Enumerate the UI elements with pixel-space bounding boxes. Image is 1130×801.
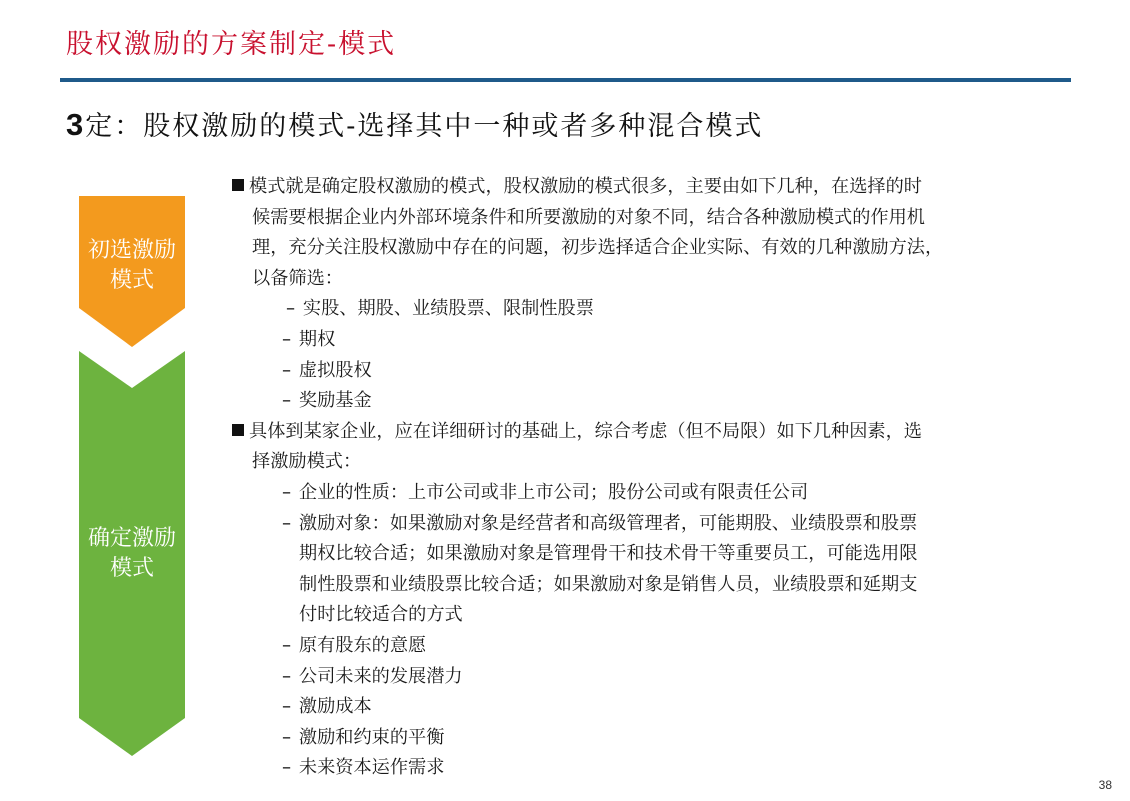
dash-bullet-icon: – (282, 634, 292, 656)
slide-title: 股权激励的方案制定-模式 (66, 29, 397, 60)
dash-bullet-icon: – (282, 481, 292, 503)
list-item-text: 奖励基金 (298, 390, 372, 412)
list-item (232, 723, 1092, 754)
stage-label-final-line1: 确定激励 (87, 526, 176, 551)
list-item-text: 未来资本运作需求 (298, 757, 445, 779)
list-item (232, 631, 1092, 662)
list-item-text: 公司未来的发展潜力 (298, 665, 463, 687)
list-item-text: 激励和约束的平衡 (298, 726, 445, 748)
bullet2-line: 择激励模式： (252, 451, 362, 473)
stage-label-final (79, 524, 185, 584)
list-item (232, 478, 1092, 509)
list-item (232, 662, 1092, 693)
dash-bullet-icon: – (286, 298, 296, 320)
list-item (232, 753, 1092, 784)
list-item (232, 294, 1092, 325)
stage-label-final-line2: 模式 (109, 556, 154, 581)
dash-bullet-icon: – (282, 757, 292, 779)
list-item-text: 原有股东的意愿 (298, 634, 427, 656)
bullet2-line (232, 417, 1092, 448)
dash-bullet-icon: – (282, 359, 292, 381)
list-item-text: 激励对象：如果激励对象是经营者和高级管理者，可能期股、业绩股票和股票 (298, 512, 918, 534)
list-item (232, 509, 1092, 540)
content-body (232, 172, 1092, 784)
dash-bullet-icon: – (282, 726, 292, 748)
bullet1-text: 模式就是确定股权激励的模式，股权激励的模式很多，主要由如下几种，在选择的时 (249, 176, 922, 197)
dash-bullet-icon: – (282, 328, 292, 350)
page-number: 38 (1098, 778, 1112, 792)
list-item-text: 激励成本 (298, 696, 372, 718)
list-item-continuation: 制性股票和业绩股票比较合适；如果激励对象是销售人员，业绩股票和延期支 (299, 573, 918, 595)
square-bullet-icon (232, 424, 244, 436)
list-item (232, 356, 1092, 387)
list-item-continuation: 期权比较合适；如果激励对象是管理骨干和技术骨干等重要员工，可能选用限 (299, 543, 918, 565)
subheading-text: 定：股权激励的模式-选择其中一种或者多种混合模式 (85, 111, 764, 142)
list-item-text: 实股、期股、业绩股票、限制性股票 (302, 298, 594, 320)
list-item (232, 325, 1092, 356)
bullet2-text: 具体到某家企业，应在详细研讨的基础上，综合考虑（但不局限）如下几种因素，选 (249, 420, 922, 442)
stage-label-initial (79, 236, 185, 296)
list-item-continuation: 付时比较适合的方式 (299, 604, 463, 626)
list-item (232, 386, 1092, 417)
bullet1-line: 以备筛选： (252, 267, 343, 289)
list-item-text: 期权 (298, 328, 336, 350)
list-item (232, 692, 1092, 723)
list-item-text: 企业的性质：上市公司或非上市公司；股份公司或有限责任公司 (298, 481, 809, 503)
dash-bullet-icon: – (282, 665, 292, 687)
bullet1-line (232, 172, 1092, 203)
stage-label-initial-line1: 初选激励 (87, 238, 176, 263)
subheading-number: 3 (66, 107, 86, 142)
stage-label-initial-line2: 模式 (109, 268, 154, 293)
list-item-text: 虚拟股权 (298, 359, 372, 381)
dash-bullet-icon: – (282, 696, 292, 718)
bullet1-line: 候需要根据企业内外部环境条件和所要激励的对象不同，结合各种激励模式的作用机 (252, 206, 925, 228)
square-bullet-icon (232, 179, 244, 191)
dash-bullet-icon: – (282, 512, 292, 534)
dash-bullet-icon: – (282, 390, 292, 412)
bullet1-line: 理，充分关注股权激励中存在的问题，初步选择适合企业实际、有效的几种激励方法， (252, 237, 944, 259)
